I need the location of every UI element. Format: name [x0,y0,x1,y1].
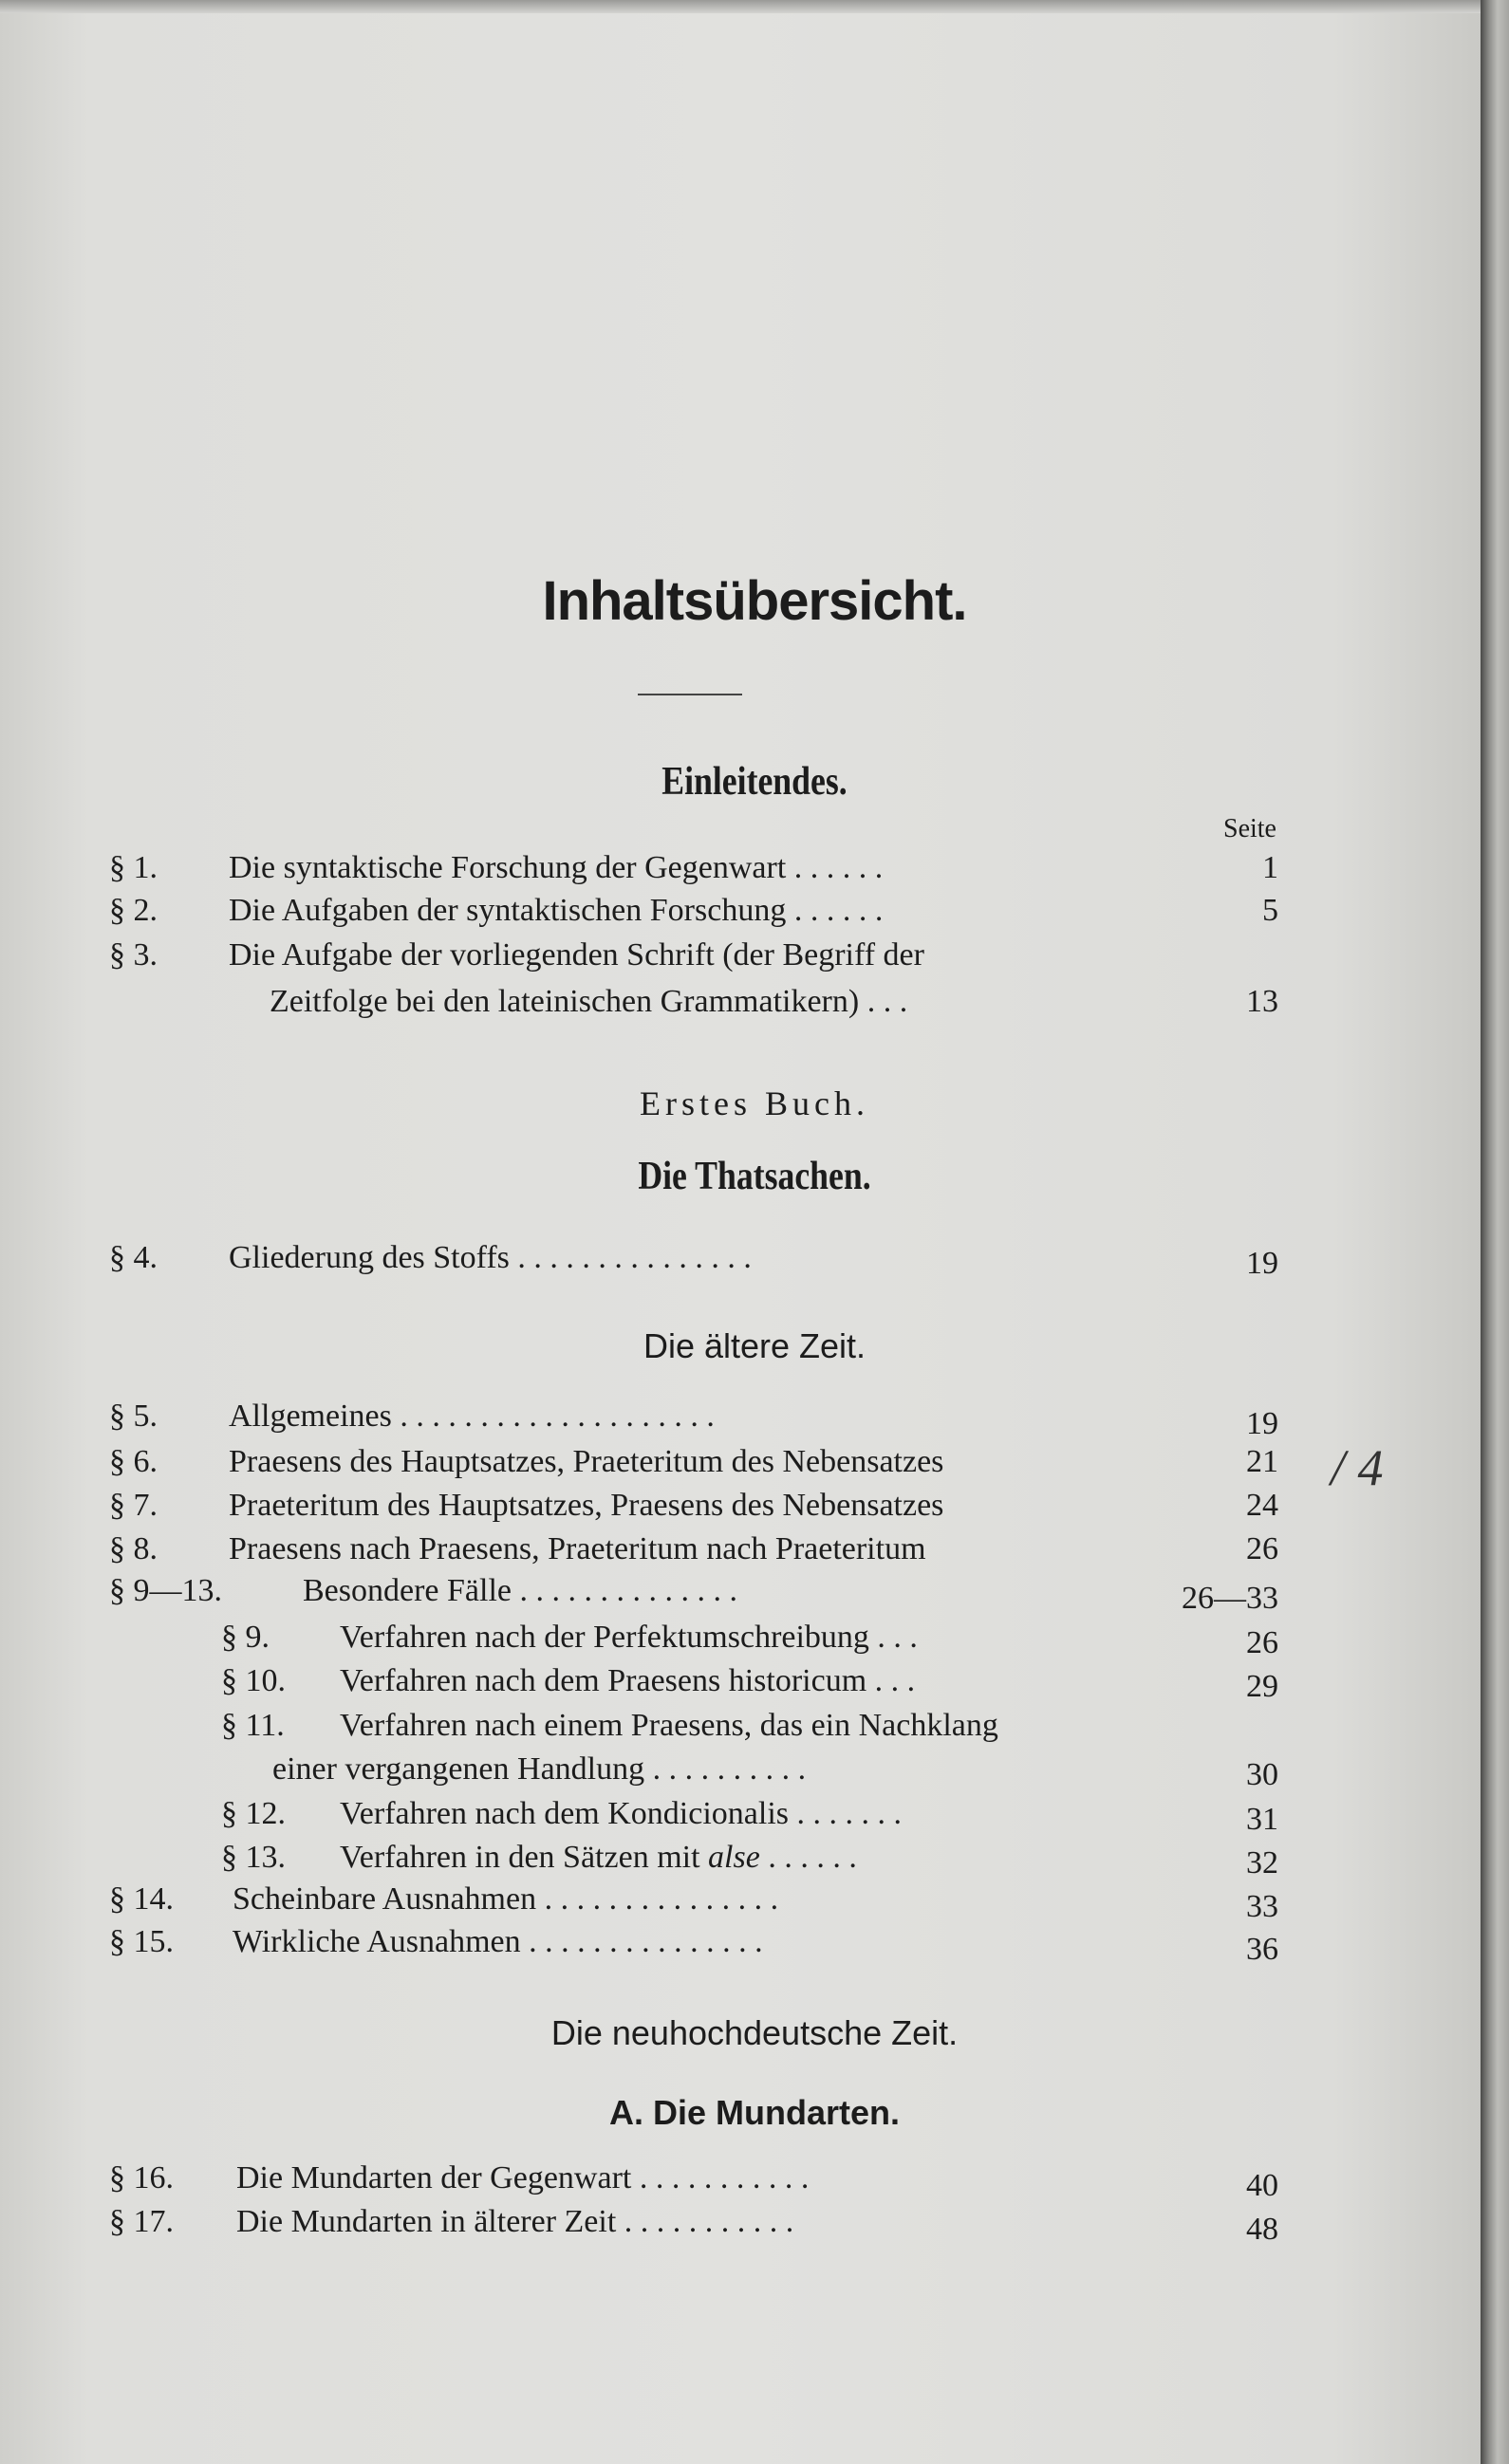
heading-erstes-buch: Erstes Buch. [640,1084,869,1122]
entry-text: Allgemeines . . . . . . . . . . . . . . . . . . . . [229,1399,715,1434]
toc-entry-continuation [109,980,1278,1024]
entry-text-italic: alse [708,1840,760,1875]
section-number: § 5. [109,1399,158,1434]
toc-subentry [109,1792,1278,1836]
section-number: § 4. [109,1240,158,1275]
toc-subentry [109,1616,1278,1659]
handwritten-annotation: / 4 [1331,1439,1384,1496]
page-number: 26—33 [1182,1581,1278,1616]
heading-thatsachen: Die Thatsachen. [638,1155,871,1198]
toc-entry [109,1236,1278,1280]
section-number: § 9—13. [109,1573,222,1608]
heading-aeltere-zeit: Die ältere Zeit. [643,1326,866,1365]
toc-subentry [109,1704,1278,1748]
entry-text: Praesens nach Praesens, Praeteritum nach Praeteritum [229,1531,926,1566]
toc-entry [109,2200,1278,2247]
section-number: § 9. [221,1620,270,1655]
page-number: 29 [1246,1669,1278,1704]
toc-entry [109,1528,1278,1571]
entry-text: Die Aufgabe der vorliegenden Schrift (der Begriff der [229,937,924,973]
toc-entry [109,1484,1278,1528]
toc-subentry [109,1659,1278,1703]
heading-einleitendes: Einleitendes. [661,760,848,804]
page-number: 26 [1246,1531,1278,1566]
title-rule [638,694,742,695]
section-number: § 17. [109,2204,174,2239]
entry-text: Scheinbare Ausnahmen . . . . . . . . . . . . . . . [233,1881,779,1917]
entry-text: Die Aufgaben der syntaktischen Forschung . . . . . . [229,893,884,928]
entry-text: Zeitfolge bei den lateinischen Grammatikern) . . . [270,984,908,1019]
page-number: 21 [1246,1444,1278,1479]
heading-mundarten: A. Die Mundarten. [608,2093,901,2132]
toc-entry [109,889,1278,933]
page-number: 26 [1246,1625,1278,1660]
entry-text: Verfahren nach dem Kondicionalis . . . . . . . [340,1796,902,1831]
page-number: 36 [1246,1932,1278,1967]
toc-subentry [109,1836,1278,1880]
page-number: 19 [1246,1406,1278,1441]
toc-entry [109,1395,1278,1441]
toc-subentry-continuation [109,1748,1278,1791]
section-number: § 8. [109,1531,158,1566]
entry-text-dots: . . . . . . [759,1840,857,1875]
page-number: 40 [1246,2168,1278,2203]
toc-entry [109,1440,1278,1484]
page-number: 31 [1246,1802,1278,1837]
page-number: 19 [1246,1246,1278,1281]
section-number: § 16. [109,2160,174,2195]
page-number: 30 [1246,1757,1278,1792]
entry-text [340,1836,857,1880]
entry-text: Besondere Fälle . . . . . . . . . . . . . . [303,1573,737,1608]
toc-entry [109,1878,1278,1924]
section-number: § 15. [109,1924,174,1959]
page-number: 33 [1246,1889,1278,1924]
entry-text: Die Mundarten der Gegenwart . . . . . . . . . . . [236,2160,810,2195]
section-number: § 6. [109,1444,158,1479]
page-number: 5 [1262,893,1278,928]
entry-text: einer vergangenen Handlung . . . . . . . . . . [272,1751,807,1787]
toc-entry [109,2157,1278,2203]
entry-text: Praesens des Hauptsatzes, Praeteritum des Nebensatzes [229,1444,944,1479]
toc-entry [109,1569,1278,1616]
toc-entry [109,934,1278,977]
section-number: § 12. [221,1796,286,1831]
section-number: § 11. [221,1708,285,1743]
page-number: 32 [1246,1845,1278,1880]
section-number: § 13. [221,1840,286,1875]
entry-text: Verfahren nach der Perfektumschreibung . . . [340,1620,918,1655]
section-number: § 10. [221,1663,286,1698]
page-number: 48 [1246,2212,1278,2247]
seite-label: Seite [1223,814,1276,843]
entry-text: Praeteritum des Hauptsatzes, Praesens des Nebensatzes [229,1488,944,1523]
entry-text: Verfahren nach einem Praesens, das ein Nachklang [340,1708,998,1743]
section-number: § 3. [109,937,158,973]
toc-entry [109,846,1278,890]
section-number: § 7. [109,1488,158,1523]
section-number: § 1. [109,850,158,885]
entry-text: Wirkliche Ausnahmen . . . . . . . . . . . . . . . [233,1924,763,1959]
page-number: 24 [1246,1488,1278,1523]
page-title: Inhaltsübersicht. [542,570,967,632]
section-number: § 2. [109,893,158,928]
toc-entry [109,1920,1278,1967]
entry-text: Verfahren nach dem Praesens historicum . . . [340,1663,916,1698]
entry-text: Die syntaktische Forschung der Gegenwart . . . . . . [229,850,884,885]
heading-neuhochdeutsche-zeit: Die neuhochdeutsche Zeit. [550,2013,959,2052]
section-number: § 14. [109,1881,174,1917]
entry-text-main: Verfahren in den Sätzen mit [340,1840,700,1875]
page-number: 13 [1246,984,1278,1019]
page-number: 1 [1262,850,1278,885]
entry-text: Gliederung des Stoffs . . . . . . . . . . . . . . . [229,1240,752,1275]
entry-text: Die Mundarten in älterer Zeit . . . . . . . . . . . [236,2204,794,2239]
page-top-edge [0,0,1509,13]
